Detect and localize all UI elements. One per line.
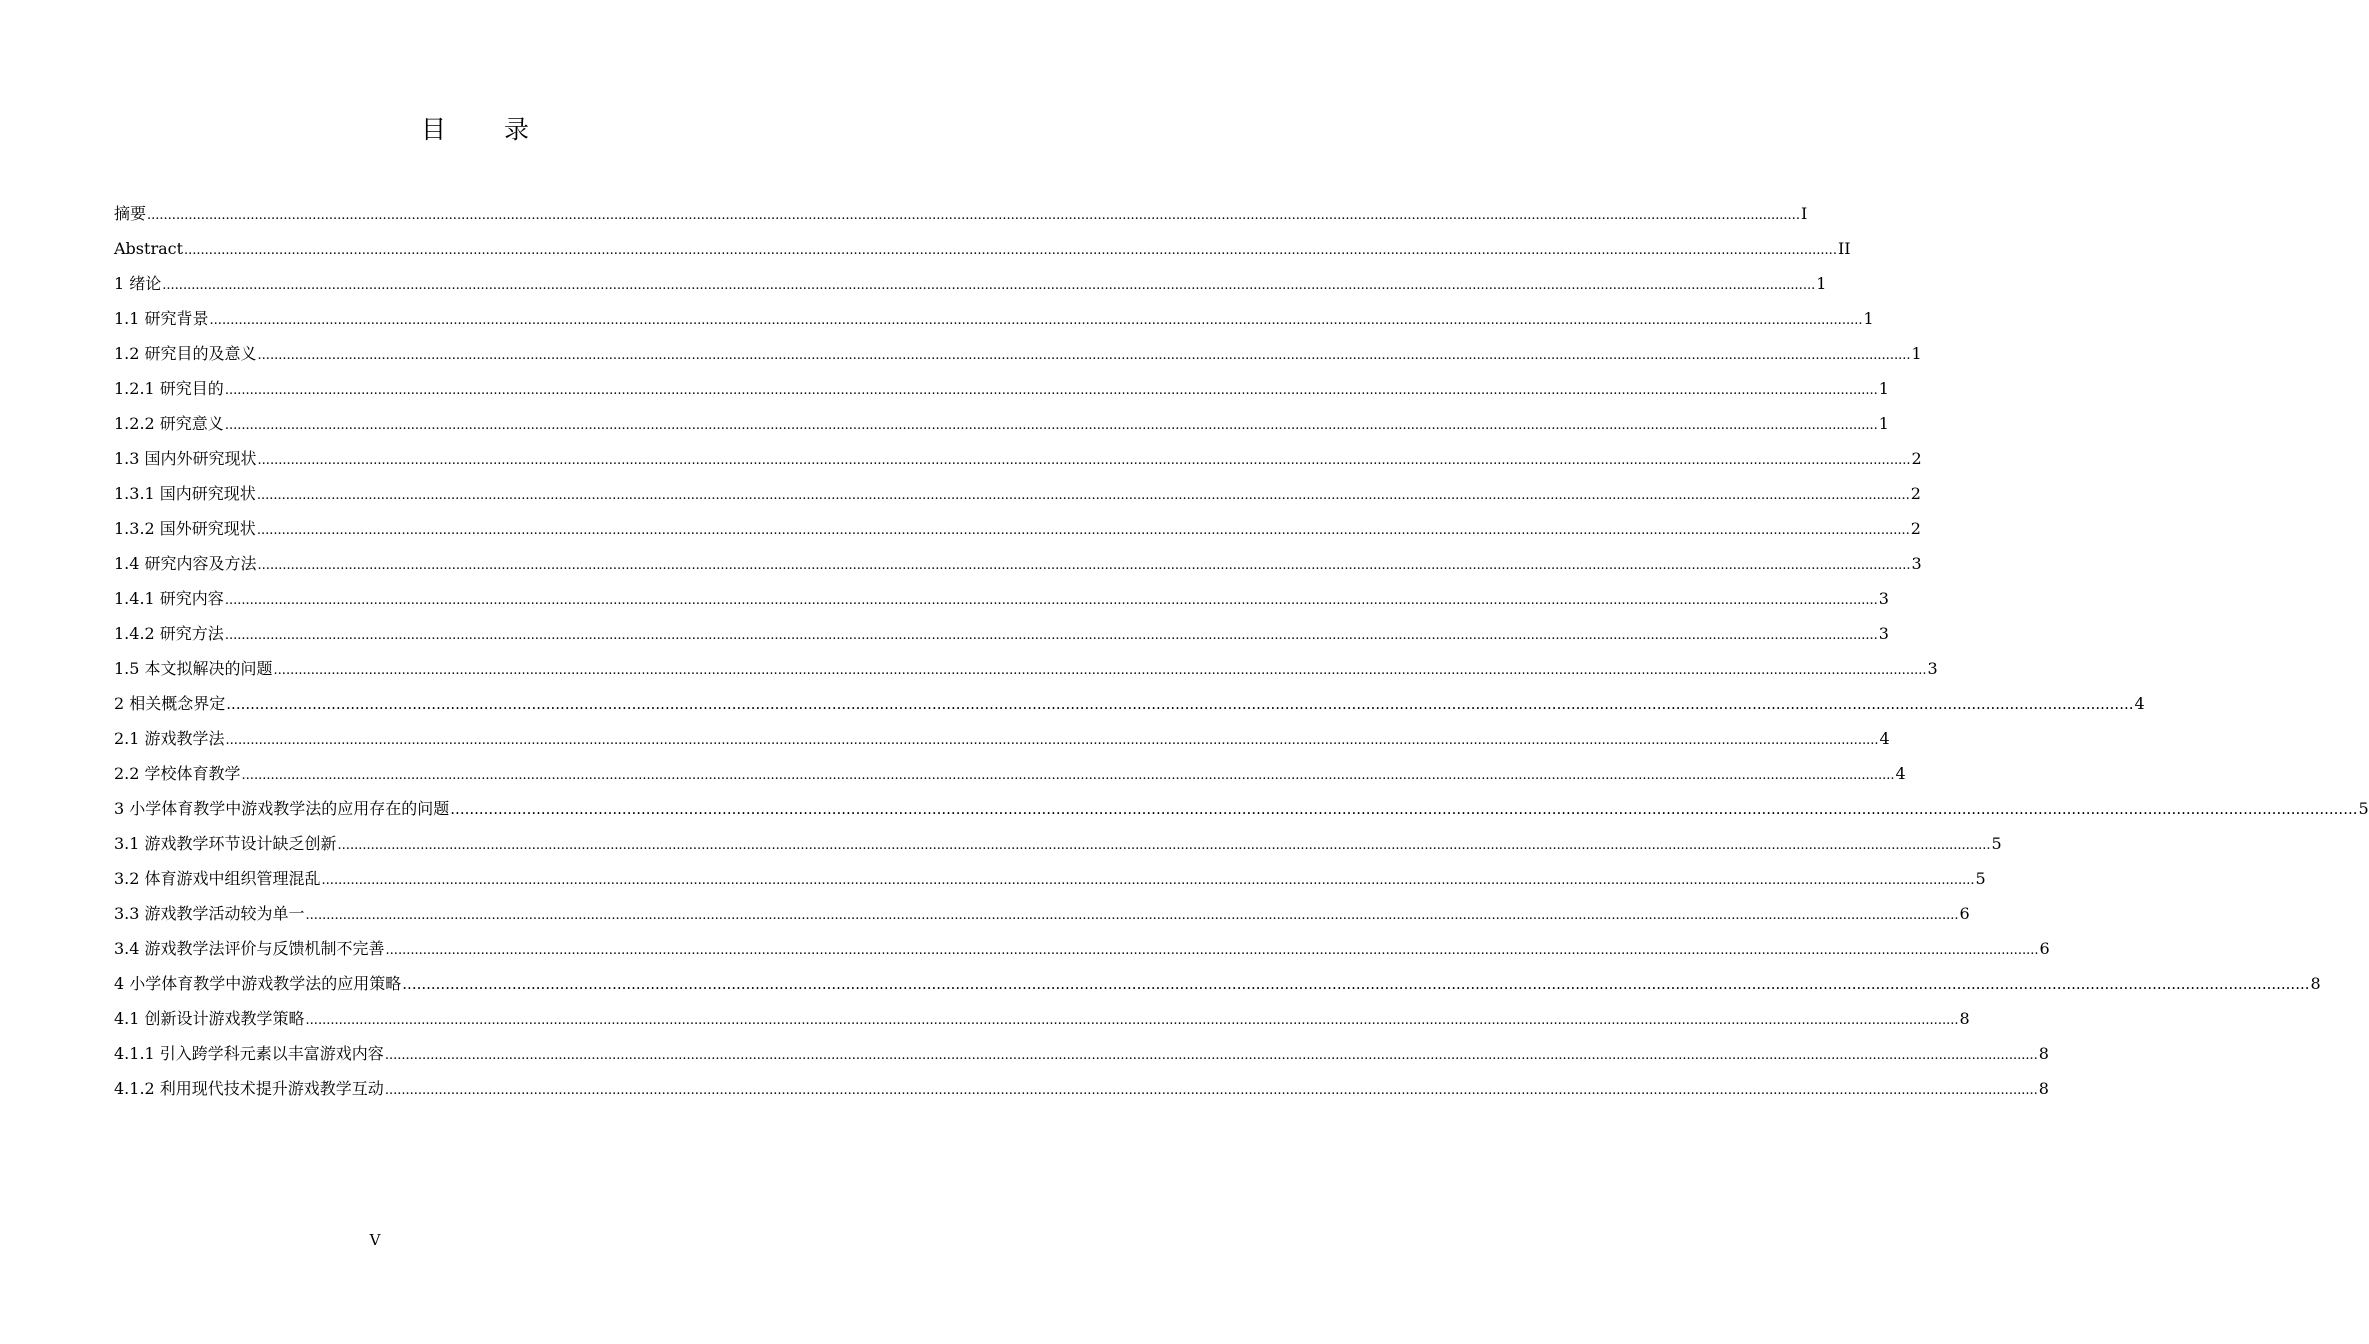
toc-entry-label: 1.4.2 研究方法 [114,624,224,643]
toc-entry[interactable] [114,1036,2049,1071]
toc-entry-page: 5 [1991,834,2002,853]
toc-entry[interactable] [114,266,1827,301]
toc-leader-dots: ................................................................................................................................................................................................................................................................................................................................................................................................................ [225,733,1879,748]
toc-entry-label: 1.4.1 研究内容 [114,589,224,608]
toc-entry[interactable] [114,196,1808,231]
toc-entry-label: 2.2 学校体育教学 [114,764,241,783]
toc-entry[interactable] [114,301,1874,336]
toc-entry-label: 1.3 国内外研究现状 [114,449,257,468]
toc-entry-page: 6 [1959,904,1970,923]
toc-entry-page: 6 [2039,939,2050,958]
toc-entry-label: 4.1 创新设计游戏教学策略 [114,1009,305,1028]
toc-entry-label: 3.4 游戏教学法评价与反馈机制不完善 [114,939,385,958]
toc-leader-dots: ................................................................................................................................................................................................................................................................................................................................................................................................................ [224,593,1878,608]
toc-entry-page: 1 [1816,274,1827,293]
toc-entry[interactable] [114,546,1922,581]
toc-entry[interactable] [114,826,2002,861]
toc-entry[interactable] [114,336,1922,371]
toc-entry[interactable] [114,651,1938,686]
toc-entry[interactable] [114,616,1889,651]
toc-leader-dots: ................................................................................................................................................................................................................................................................................................................................................................................................................ [147,208,1800,223]
toc-leader-dots: ................................................................................................................................................................................................................................................................................................................................................................................................................ [184,243,1837,258]
toc-entry-page: 3 [1927,659,1938,678]
toc-entry[interactable] [114,931,2050,966]
toc-entry-label: 4.1.2 利用现代技术提升游戏教学互动 [114,1079,384,1098]
toc-entry[interactable] [114,861,1986,896]
toc-entry-page: 2 [1910,519,1921,538]
toc-entry-label: 3.2 体育游戏中组织管理混乱 [114,869,321,888]
toc-entry-page: 2 [1910,484,1921,503]
toc-leader-dots: ................................................................................................................................................................................................................................................................................................................................................................................................................ [384,1083,2038,1098]
toc-entry[interactable] [114,896,1970,931]
toc-entry-page: 1 [1878,414,1889,433]
toc-entry-page: II [1837,239,1851,258]
toc-entry-chapter[interactable] [114,966,2321,1001]
toc-entry-label: 2 相关概念界定 [114,694,226,713]
toc-leader-dots: ................................................................................................................................................................................................................................................................................................................................................................................................................ [305,908,1959,923]
toc-leader-dots: ................................................................................................................................................................................................................................................................................................................................................................................................................ [273,663,1927,678]
toc-leader-dots: ................................................................................................................................................................................................................................................................................................................................................................................................................ [256,523,1910,538]
toc-entry-page: 3 [1878,624,1889,643]
toc-entry-page: 1 [1911,344,1922,363]
page-number: V [369,1231,381,1249]
toc-entry-label: 4.1.1 引入跨学科元素以丰富游戏内容 [114,1044,384,1063]
toc-leader-dots: ................................................................................................................................................................................................................................................................................................................................................................................................................ [226,695,2134,713]
toc-entry-label: 3 小学体育教学中游戏教学法的应用存在的问题 [114,799,450,818]
toc-entry-label: 1 绪论 [114,274,162,293]
toc-entry-chapter[interactable] [114,686,2145,721]
toc-entry-label: 1.3.1 国内研究现状 [114,484,256,503]
toc-entry-page: 8 [2038,1044,2049,1063]
toc-leader-dots: ................................................................................................................................................................................................................................................................................................................................................................................................................ [256,488,1910,503]
toc-entry-page: 1 [1863,309,1874,328]
toc-entry-page: 1 [1878,379,1889,398]
toc-entry-page: 5 [2358,799,2369,818]
toc-entry-label: 2.1 游戏教学法 [114,729,225,748]
toc-leader-dots: ................................................................................................................................................................................................................................................................................................................................................................................................................ [209,313,1863,328]
toc-entry[interactable] [114,756,1906,791]
toc-entry[interactable] [114,441,1922,476]
toc-entry-label: Abstract [114,239,184,258]
toc-entry-page: 8 [2038,1079,2049,1098]
toc-leader-dots: ................................................................................................................................................................................................................................................................................................................................................................................................................ [224,383,1878,398]
toc-entry-page: 4 [2134,694,2145,713]
toc-entry-label: 1.2.1 研究目的 [114,379,224,398]
toc-leader-dots: ................................................................................................................................................................................................................................................................................................................................................................................................................ [450,800,2358,818]
toc-entry-page: 3 [1878,589,1889,608]
toc-leader-dots: ................................................................................................................................................................................................................................................................................................................................................................................................................ [321,873,1975,888]
toc-entry-page: 3 [1911,554,1922,573]
toc-leader-dots: ................................................................................................................................................................................................................................................................................................................................................................................................................ [402,975,2310,993]
page-title: 目 录 [421,115,554,144]
toc-leader-dots: ................................................................................................................................................................................................................................................................................................................................................................................................................ [385,943,2039,958]
toc-entry-label: 3.1 游戏教学环节设计缺乏创新 [114,834,337,853]
toc-entry-page: 8 [2310,974,2321,993]
toc-entry[interactable] [114,721,1890,756]
toc-entry-page: 2 [1911,449,1922,468]
toc-leader-dots: ................................................................................................................................................................................................................................................................................................................................................................................................................ [257,453,1911,468]
toc-leader-dots: ................................................................................................................................................................................................................................................................................................................................................................................................................ [224,418,1878,433]
toc-entry-label: 摘要 [114,204,147,223]
toc-entry-label: 3.3 游戏教学活动较为单一 [114,904,305,923]
toc-entry[interactable] [114,406,1889,441]
toc-entry-page: 4 [1879,729,1890,748]
toc-leader-dots: ................................................................................................................................................................................................................................................................................................................................................................................................................ [384,1048,2038,1063]
toc-leader-dots: ................................................................................................................................................................................................................................................................................................................................................................................................................ [257,558,1911,573]
toc-entry[interactable] [114,511,1921,546]
toc-entry-page: 4 [1895,764,1906,783]
toc-entry[interactable] [114,371,1889,406]
toc-leader-dots: ................................................................................................................................................................................................................................................................................................................................................................................................................ [162,278,1816,293]
toc-leader-dots: ................................................................................................................................................................................................................................................................................................................................................................................................................ [224,628,1878,643]
toc-entry-page: I [1800,204,1808,223]
toc-leader-dots: ................................................................................................................................................................................................................................................................................................................................................................................................................ [241,768,1895,783]
toc-entry-label: 1.2 研究目的及意义 [114,344,257,363]
toc-entry-label: 1.1 研究背景 [114,309,209,328]
toc-entry-label: 1.5 本文拟解决的问题 [114,659,273,678]
toc-entry-label: 1.2.2 研究意义 [114,414,224,433]
toc-entry-label: 1.4 研究内容及方法 [114,554,257,573]
toc-entry[interactable] [114,1071,2049,1106]
toc-entry-page: 8 [1959,1009,1970,1028]
table-of-contents [114,196,2369,1106]
toc-leader-dots: ................................................................................................................................................................................................................................................................................................................................................................................................................ [305,1013,1959,1028]
toc-entry-label: 4 小学体育教学中游戏教学法的应用策略 [114,974,402,993]
toc-leader-dots: ................................................................................................................................................................................................................................................................................................................................................................................................................ [257,348,1911,363]
toc-entry-label: 1.3.2 国外研究现状 [114,519,256,538]
toc-entry[interactable] [114,231,1851,266]
toc-entry-chapter[interactable] [114,791,2369,826]
toc-leader-dots: ................................................................................................................................................................................................................................................................................................................................................................................................................ [337,838,1991,853]
toc-entry[interactable] [114,1001,1970,1036]
toc-entry[interactable] [114,476,1921,511]
toc-entry-page: 5 [1975,869,1986,888]
toc-entry[interactable] [114,581,1889,616]
